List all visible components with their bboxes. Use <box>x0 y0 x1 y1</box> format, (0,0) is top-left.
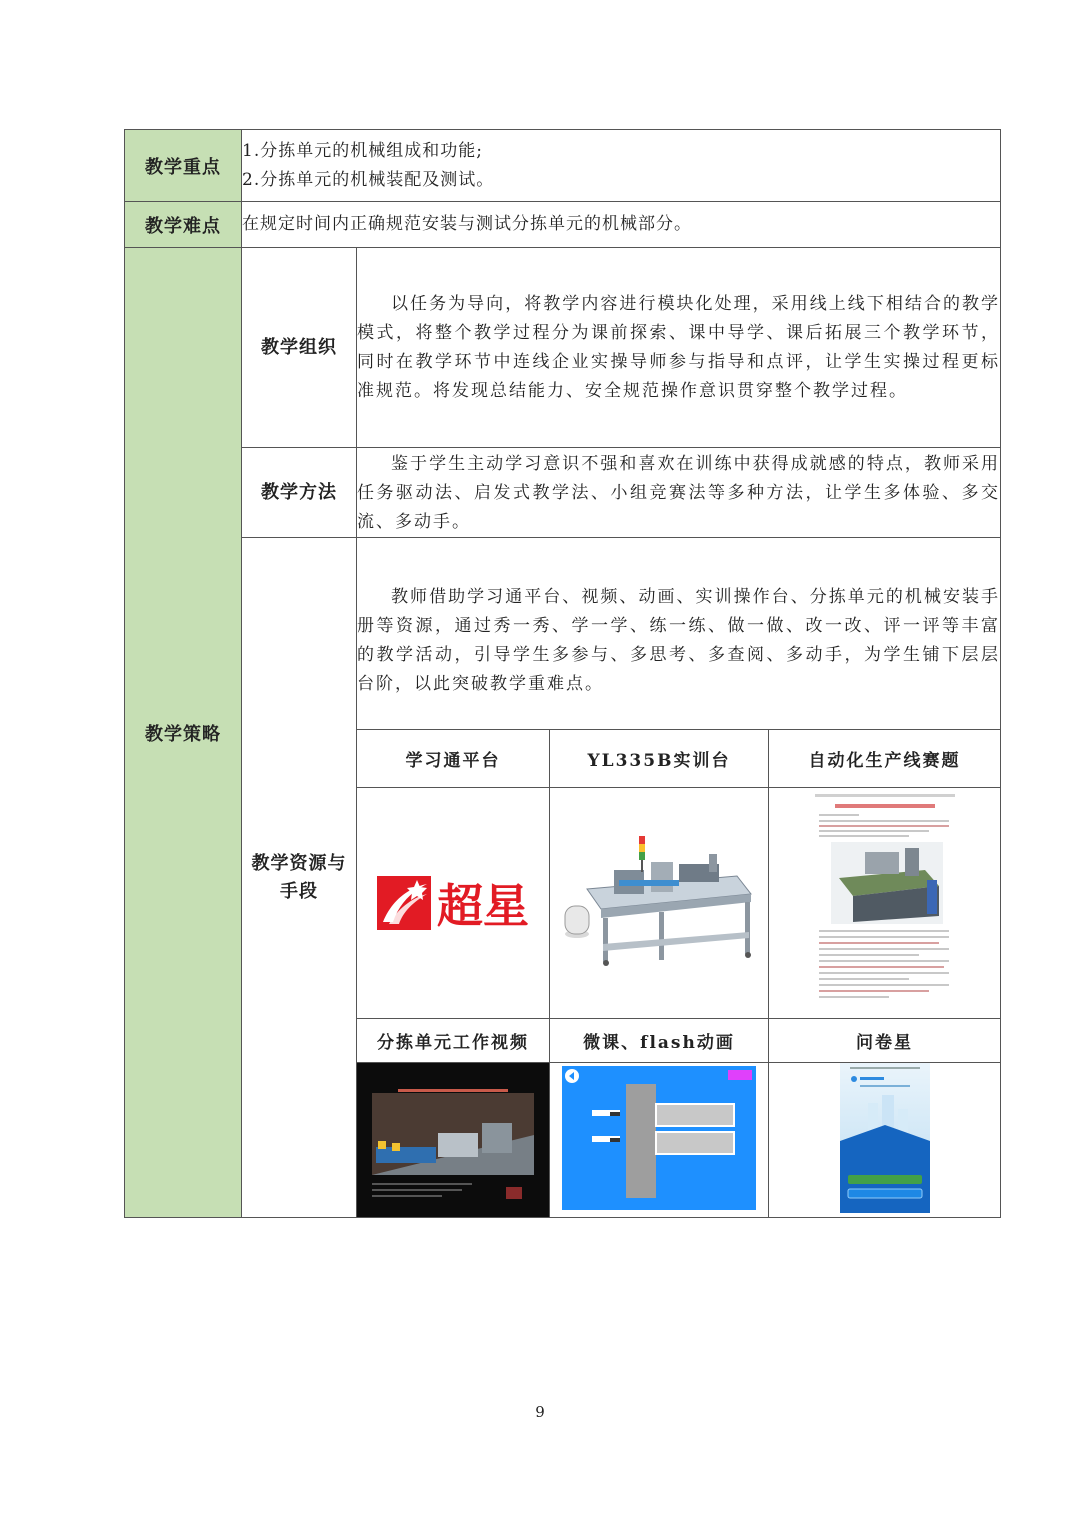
difficulties-label: 教学难点 <box>125 202 242 248</box>
key-point-1: 1.分拣单元的机械组成和功能; <box>242 140 483 161</box>
yl335b-workbench-image <box>559 834 759 969</box>
strategy-label: 教学策略 <box>125 248 242 1218</box>
work-video-image <box>358 1063 548 1213</box>
key-points-content <box>242 130 1001 202</box>
video-image-cell <box>357 1063 550 1218</box>
resources-label <box>242 538 357 1218</box>
resource-header-exam: 自动化生产线赛题 <box>769 730 1001 788</box>
chaoxing-logo <box>357 870 549 936</box>
organization-row <box>125 248 1001 448</box>
chaoxing-star-icon <box>377 876 431 930</box>
resources-text-row <box>125 538 1001 730</box>
exam-paper-image-cell <box>769 788 1001 1019</box>
resources-content <box>357 538 1001 730</box>
difficulties-row <box>125 202 1001 248</box>
yl335b-image-cell <box>550 788 769 1019</box>
wenjuanxing-image-cell <box>769 1063 1001 1218</box>
resource-header-wenjuanxing: 问卷星 <box>769 1019 1001 1063</box>
key-points-row <box>125 130 1001 202</box>
resources-label-line2: 手段 <box>280 880 318 902</box>
method-label: 教学方法 <box>242 448 357 538</box>
exam-paper-image <box>805 790 965 1012</box>
method-text: 鉴于学生主动学习意识不强和喜欢在训练中获得成就感的特点，教师采用任务驱动法、启发式教学法、小组竞赛法等多种方法，让学生多体验、多交流、多动手。 <box>357 454 1001 532</box>
method-content <box>357 448 1001 538</box>
resources-label-line1: 教学资源与 <box>251 852 347 874</box>
flash-animation-image <box>562 1066 756 1210</box>
flash-image-cell <box>550 1063 769 1218</box>
organization-label: 教学组织 <box>242 248 357 448</box>
difficulties-content: 在规定时间内正确规范安装与测试分拣单元的机械部分。 <box>242 202 1001 248</box>
organization-content <box>357 248 1001 448</box>
teaching-design-table <box>124 129 1001 1218</box>
page-number: 9 <box>535 1403 545 1421</box>
resource-header-flash: 微课、flash动画 <box>550 1019 769 1063</box>
organization-text: 以任务为导向，将教学内容进行模块化处理，采用线上线下相结合的教学模式，将整个教学过程分为课前探索、课中导学、课后拓展三个教学环节，同时在教学环节中连线企业实操导师参与指导和点评，让学生实操过程更标准规范。将发现总结能力、安全规范操作意识贯穿整个教学过程。 <box>357 293 1001 401</box>
resources-text: 教师借助学习通平台、视频、动画、实训操作台、分拣单元的机械安装手册等资源，通过秀一秀、学一学、练一练、做一做、改一改、评一评等丰富的教学活动，引导学生多参与、多思考、多查阅、多动手，为学生铺下层层台阶，以此突破教学重难点。 <box>357 586 1001 694</box>
key-points-label: 教学重点 <box>125 130 242 202</box>
resource-header-xuexitong: 学习通平台 <box>357 730 550 788</box>
chaoxing-logo-text: 超星 <box>437 879 529 933</box>
key-point-2: 2.分拣单元的机械装配及测试。 <box>242 169 495 190</box>
chaoxing-logo-cell <box>357 788 550 1019</box>
resource-header-yl335b: YL335B实训台 <box>550 730 769 788</box>
resource-header-video: 分拣单元工作视频 <box>357 1019 550 1063</box>
wenjuanxing-image <box>840 1063 930 1213</box>
method-row <box>125 448 1001 538</box>
